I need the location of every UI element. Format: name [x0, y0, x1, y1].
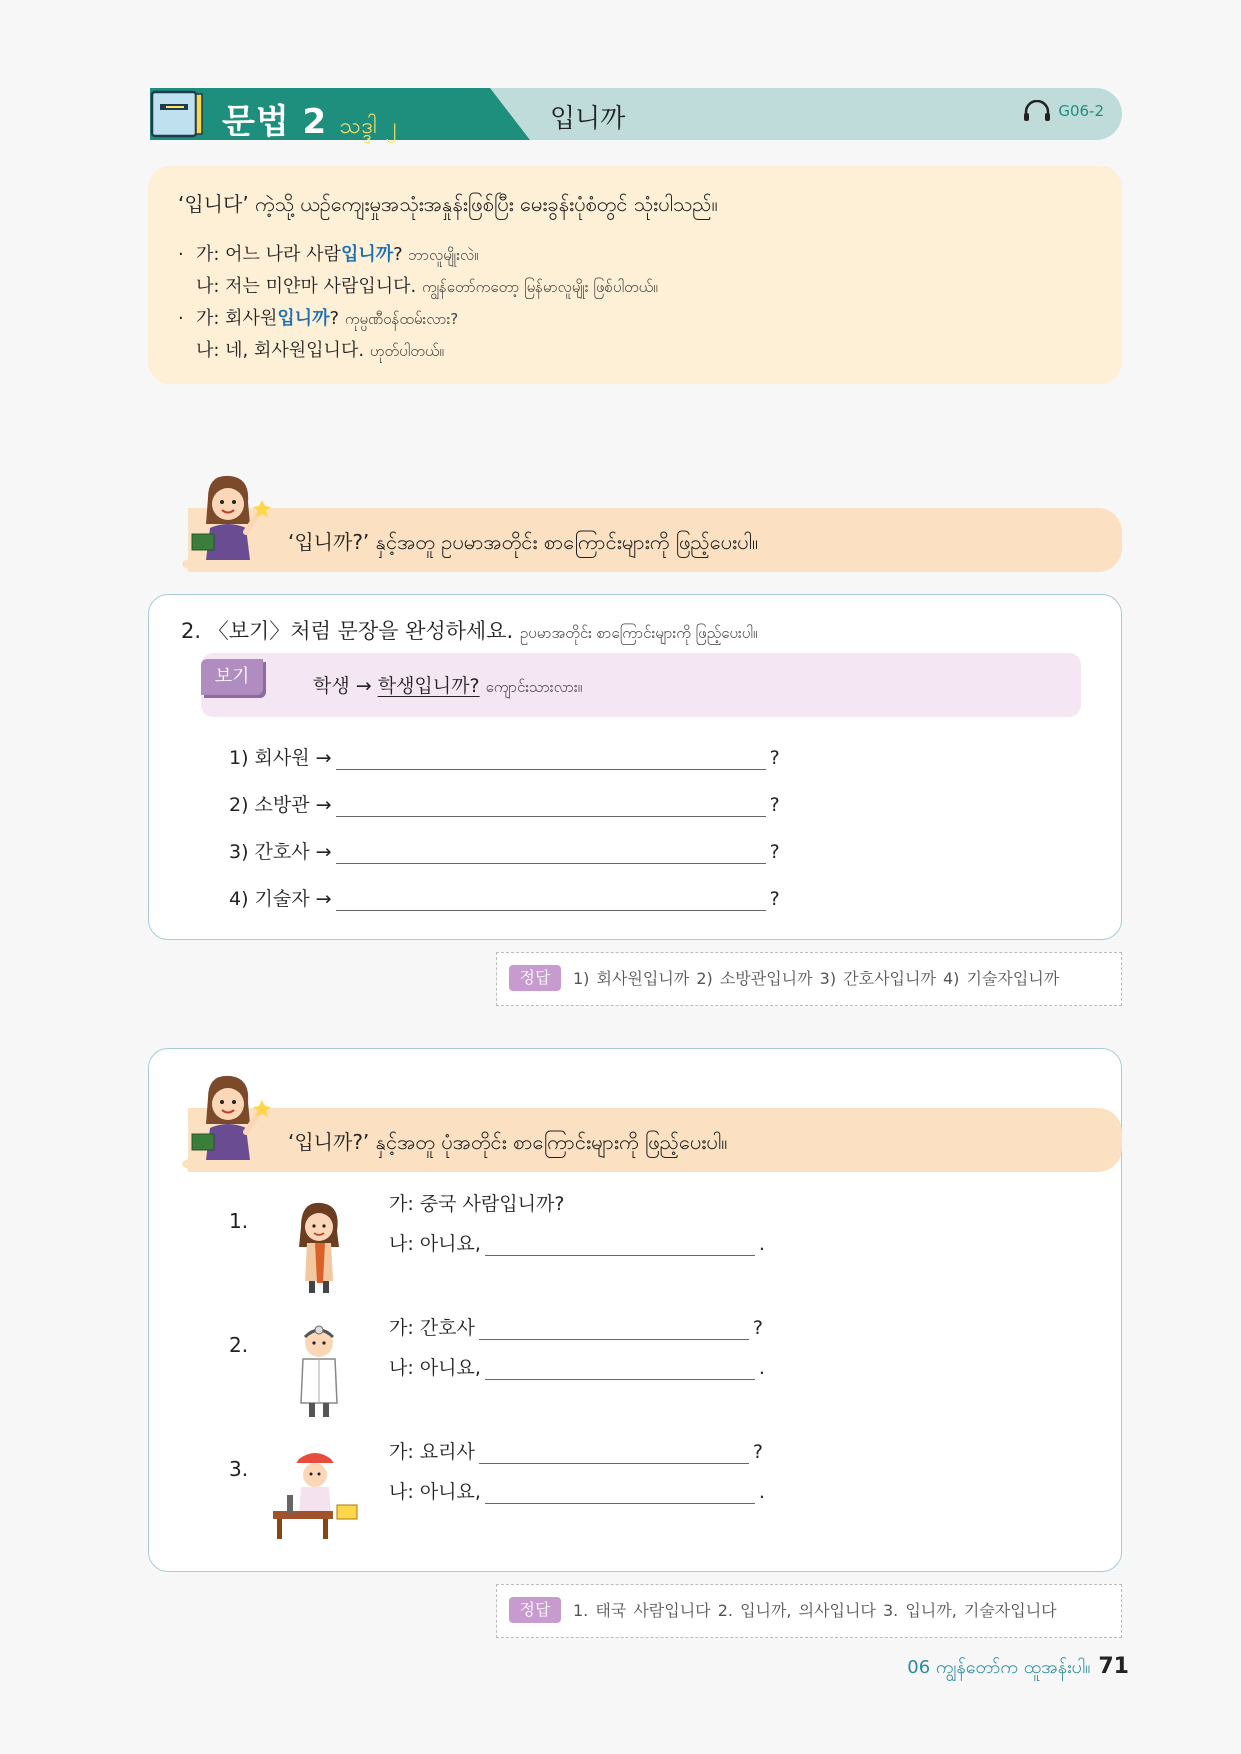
answer-tag-1: 정답 — [509, 965, 561, 991]
book-icon — [150, 88, 204, 140]
explanation-intro: ‘입니다’ ကဲ့သို့ ယဉ်ကျေးမှုအသုံးအနှုန်းဖြစ်ပြီး မေးခွန်းပုံစံတွင် သုံးပါသည်။ — [178, 192, 718, 216]
headphones-icon — [1022, 100, 1052, 122]
instruction-text-1: ‘입니까?’ နှင့်အတူ ဥပမာအတိုင်း စာကြောင်းများကို ဖြည့်ပေးပါ။ — [288, 530, 759, 554]
item-2-answer: 나: 아니요, . — [389, 1357, 765, 1379]
item-2-question: 가: 간호사 ? — [389, 1317, 763, 1339]
answer-key-1 — [496, 952, 1122, 1006]
example-2-question: · 가: 회사원입니까? ကုမ္ပဏီဝန်ထမ်းလား? — [178, 308, 459, 329]
example-1-question: · 가: 어느 나라 사람입니까? ဘာလူမျိုးလဲ။ — [178, 244, 479, 265]
section-header — [150, 88, 1122, 140]
woman-figure-icon — [279, 1197, 359, 1297]
audio-track[interactable] — [1022, 100, 1104, 122]
instruction-text-2: ‘입니까?’ နှင့်အတူ ပုံအတိုင်း စာကြောင်းများကို ဖြည့်ပေးပါ။ — [288, 1130, 728, 1154]
item-2-number: 2. — [229, 1333, 249, 1357]
question-3: 3) 간호사 → ? — [229, 841, 780, 863]
grammar-title: 문법 2 သဒ္ဒါ ၂ — [222, 102, 398, 142]
item-1-question: 가: 중국 사람입니까? — [389, 1193, 565, 1215]
exercise-1-title: 2. 〈보기〉처럼 문장을 완성하세요. ဥပမာအတိုင်း စာကြောင်းများကို ဖြည့်ပေးပါ။ — [181, 619, 758, 643]
item-2-answer-blank[interactable] — [485, 1358, 755, 1380]
answer-text-1: 1) 회사원입니까 2) 소방관입니까 3) 간호사입니까 4) 기술자입니까 — [573, 969, 1060, 988]
item-3-number: 3. — [229, 1457, 249, 1481]
teacher-icon — [180, 468, 276, 572]
page-number: 71 — [1098, 1654, 1129, 1679]
answer-blank-2[interactable] — [336, 795, 766, 817]
answer-blank-4[interactable] — [336, 889, 766, 911]
page-footer — [907, 1654, 1129, 1682]
item-3-question: 가: 요리사 ? — [389, 1441, 763, 1463]
grammar-explanation — [148, 166, 1122, 384]
item-3-answer-blank[interactable] — [485, 1482, 755, 1504]
item-1-answer: 나: 아니요, . — [389, 1233, 765, 1255]
grammar-word: 입니까 — [550, 104, 626, 134]
example-2-answer: 나: 네, 회사원입니다. ဟုတ်ပါတယ်။ — [196, 340, 444, 361]
exercise-1 — [148, 594, 1122, 940]
question-2: 2) 소방관 → ? — [229, 794, 780, 816]
doctor-figure-icon — [279, 1321, 359, 1421]
item-1-number: 1. — [229, 1209, 249, 1233]
chapter-title: 06 ကျွန်တော်က ထူအန်းပါ။ — [907, 1657, 1091, 1678]
answer-blank-3[interactable] — [336, 842, 766, 864]
example-box — [201, 653, 1081, 717]
item-2-question-blank[interactable] — [479, 1318, 749, 1340]
instruction-banner-1 — [188, 508, 1122, 572]
item-1-answer-blank[interactable] — [485, 1234, 755, 1256]
answer-blank-1[interactable] — [336, 748, 766, 770]
teacher-icon — [180, 1068, 276, 1172]
question-1: 1) 회사원 → ? — [229, 747, 780, 769]
audio-code: G06-2 — [1058, 102, 1104, 120]
example-tag: 보기 — [201, 659, 263, 695]
answer-text-2: 1. 태국 사람입니다 2. 입니까, 의사입니다 3. 입니까, 기술자입니다 — [573, 1601, 1057, 1620]
instruction-banner-2 — [188, 1108, 1122, 1172]
example-text: 학생 → 학생입니까? ကျောင်းသားလား။ — [313, 675, 583, 697]
example-1-answer: 나: 저는 미얀마 사람입니다. ကျွန်တော်ကတော့ မြန်မာလူမျိုး ဖြစ်ပါတယ်။ — [196, 276, 658, 297]
item-3-question-blank[interactable] — [479, 1442, 749, 1464]
item-3-answer: 나: 아니요, . — [389, 1481, 765, 1503]
technician-figure-icon — [265, 1445, 365, 1545]
answer-tag-2: 정답 — [509, 1597, 561, 1623]
answer-key-2 — [496, 1584, 1122, 1638]
question-4: 4) 기술자 → ? — [229, 888, 780, 910]
